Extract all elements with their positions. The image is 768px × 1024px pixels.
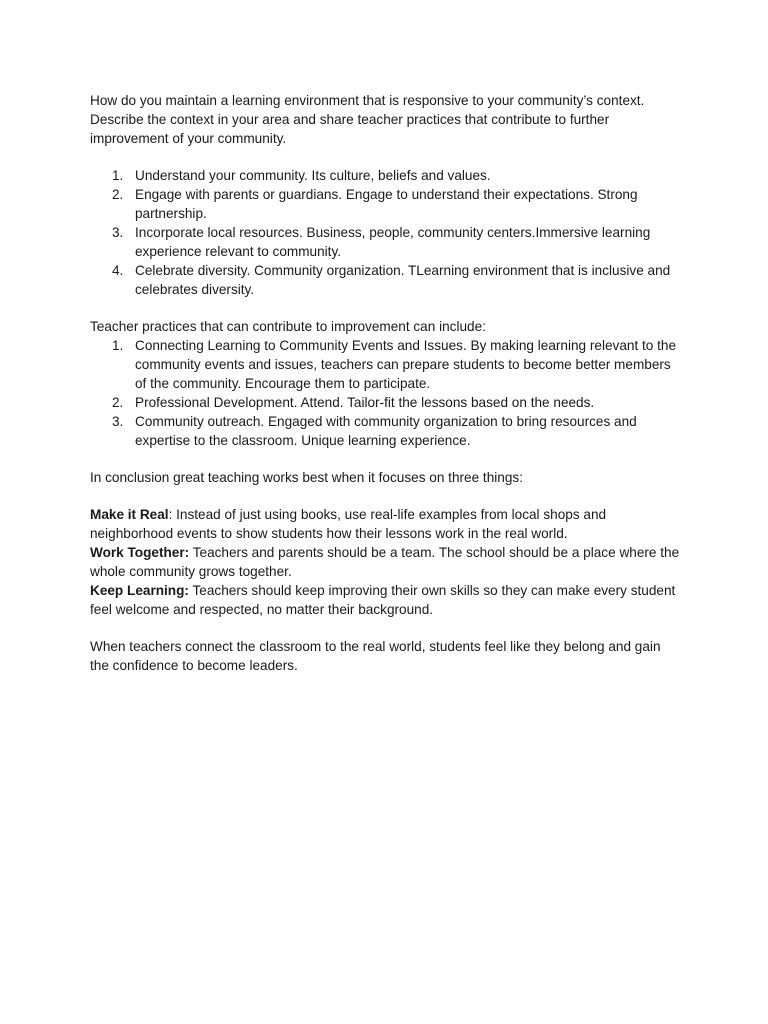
practices-heading: Teacher practices that can contribute to improvement can include: [90, 319, 486, 334]
list-number: 2. [112, 187, 124, 202]
point-keep-learning [90, 581, 680, 619]
spacer [90, 299, 680, 317]
list-item-text: Celebrate diversity. Community organization. TLearning environment that is inclusive and celebrates diversity. [135, 263, 671, 297]
list-item [90, 185, 680, 223]
point-text: Teachers and parents should be a team. The school should be a place where the whole community grows together. [90, 545, 680, 579]
spacer [90, 619, 680, 637]
list-number: 4. [112, 263, 124, 278]
point-work-together [90, 543, 680, 581]
context-list [90, 166, 680, 299]
list-item [90, 166, 680, 185]
intro-paragraph: How do you maintain a learning environment that is responsive to your community’s context. Describe the context in your area and share teacher practices that contribute to further improvement of your community. [90, 93, 645, 146]
list-item-text: Understand your community. Its culture, beliefs and values. [135, 168, 491, 183]
list-item [90, 336, 680, 393]
list-item-text: Community outreach. Engaged with community organization to bring resources and expertise to the classroom. Unique learning experience. [135, 414, 637, 448]
spacer [90, 487, 680, 505]
closing-paragraph: When teachers connect the classroom to the real world, students feel like they belong and gain the confidence to become leaders. [90, 639, 661, 673]
point-label: Keep Learning: [90, 583, 189, 598]
list-number: 1. [112, 168, 124, 183]
point-label: Work Together: [90, 545, 190, 560]
list-item [90, 412, 680, 450]
practices-list [90, 336, 680, 450]
list-item-text: Professional Development. Attend. Tailor-fit the lessons based on the needs. [135, 395, 595, 410]
point-make-it-real [90, 505, 680, 543]
point-label: Make it Real [90, 507, 169, 522]
list-item [90, 223, 680, 261]
spacer [90, 450, 680, 468]
document-page [90, 91, 680, 675]
conclusion-heading: In conclusion great teaching works best when it focuses on three things: [90, 470, 523, 485]
list-number: 1. [112, 338, 124, 353]
point-text: Teachers should keep improving their own skills so they can make every student feel welcome and respected, no matter their background. [90, 583, 676, 617]
list-item [90, 261, 680, 299]
list-item-text: Engage with parents or guardians. Engage to understand their expectations. Strong partnership. [135, 187, 638, 221]
point-text: : Instead of just using books, use real-life examples from local shops and neighborhood events to show students how their lessons work in the real world. [90, 507, 607, 541]
list-item [90, 393, 680, 412]
list-item-text: Incorporate local resources. Business, people, community centers.Immersive learning experience relevant to community. [135, 225, 651, 259]
list-number: 3. [112, 225, 124, 240]
list-number: 2. [112, 395, 124, 410]
spacer [90, 148, 680, 166]
list-number: 3. [112, 414, 124, 429]
list-item-text: Connecting Learning to Community Events and Issues. By making learning relevant to the community events and issues, teachers can prepare students to become better members of the community. Encourage them to participate. [135, 338, 677, 391]
